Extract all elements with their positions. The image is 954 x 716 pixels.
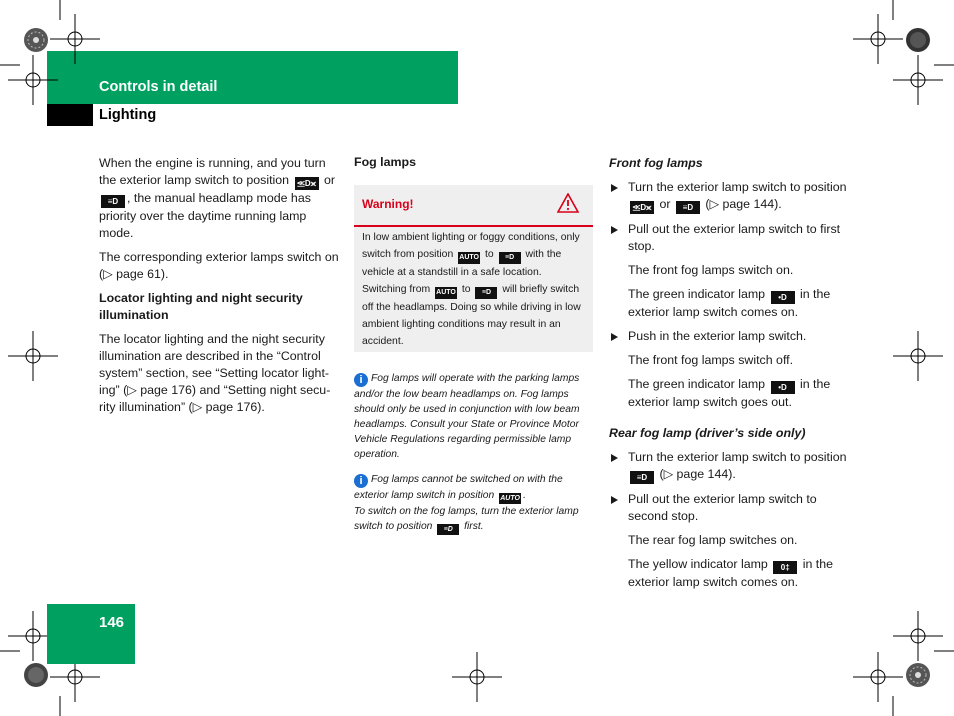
- warning-text: In low ambient lighting or foggy conditions, only switch from position AUTO to ≡D with the vehicle at a standstill in a safe location. Switching from AUTO to ≡D will briefly switch off the headlamps. Doing so while driving in low ambient lighting conditions may result in an accident.: [362, 232, 581, 347]
- subsection-title: Lighting: [99, 107, 157, 123]
- low-beam-icon: ≡D: [499, 252, 521, 264]
- paragraph: The locator lighting and the night security illumination are described in the “Control system” section, see “Setting locator light-ing” (▷ page 176) and “Setting night secu-rity illumination” (▷ page 176).: [99, 332, 331, 414]
- warning-triangle-icon: [557, 193, 579, 213]
- page-number-box: [47, 604, 135, 664]
- result-text: The green indicator lamp •D in the exterior lamp switch goes out.: [628, 377, 831, 409]
- result-text: The yellow indicator lamp 0‡ in the exterior lamp switch comes on.: [628, 557, 834, 589]
- info-note: i Fog lamps cannot be switched on with the exterior lamp switch in position AUTO . To switch on the fog lamps, turn the exterior lamp switch to position ≡D first.: [354, 474, 579, 533]
- warning-label: Warning!: [362, 197, 414, 211]
- parking-lamp-icon: ⪣D⪤: [295, 177, 319, 190]
- section-heading: Locator lighting and night security illumination: [99, 291, 303, 322]
- instruction-step: Turn the exterior lamp switch to position ⪣D⪤ or ≡D (▷ page 144).: [609, 179, 849, 214]
- crosshair-mark: [893, 611, 943, 661]
- result-text: The front fog lamps switch on.: [628, 263, 794, 277]
- crosshair-mark: [452, 652, 502, 702]
- crosshair-mark: [853, 14, 903, 64]
- result-text: The rear fog lamp switches on.: [628, 533, 798, 547]
- instruction-step: Turn the exterior lamp switch to position ≡D (▷ page 144).: [609, 449, 849, 484]
- rear-fog-lamp-icon: 0‡: [773, 561, 797, 574]
- crosshair-mark: [893, 55, 943, 105]
- crosshair-mark: [50, 14, 100, 64]
- low-beam-icon: ≡D: [630, 471, 654, 484]
- fog-lamps-heading: Fog lamps: [354, 155, 416, 169]
- info-icon: i: [354, 474, 368, 488]
- front-fog-heading: Front fog lamps: [609, 156, 703, 170]
- info-note: i Fog lamps will operate with the parking lamps and/or the low beam headlamps on. Fog lamps should only be used in conjunction with low beam headlamps. Consult your State or Province Motor Vehicle Regulations regarding permissible lamp operation.: [354, 373, 580, 460]
- front-fog-lamp-icon: •D: [771, 291, 795, 304]
- instruction-step: Pull out the exterior lamp switch to second stop.: [609, 491, 849, 525]
- result-text: The green indicator lamp •D in the exterior lamp switch comes on.: [628, 287, 831, 319]
- color-target-mark: [906, 663, 930, 687]
- instruction-step: Pull out the exterior lamp switch to first stop.: [609, 221, 849, 255]
- page-number: 146: [99, 614, 125, 631]
- low-beam-icon: ≡D: [437, 524, 459, 535]
- instruction-step: Push in the exterior lamp switch.: [609, 328, 849, 345]
- info-icon: i: [354, 373, 368, 387]
- auto-icon: AUTO: [458, 252, 480, 264]
- fog-instructions-column: [609, 155, 849, 598]
- low-beam-icon: ≡D: [101, 195, 125, 208]
- crosshair-mark: [8, 331, 58, 381]
- result-text: The front fog lamps switch off.: [628, 353, 794, 367]
- low-beam-icon: ≡D: [475, 287, 497, 299]
- front-fog-lamp-icon: •D: [771, 381, 795, 394]
- crosshair-mark: [893, 331, 943, 381]
- rear-fog-heading: Rear fog lamp (driver’s side only): [609, 426, 806, 440]
- crosshair-mark: [8, 55, 58, 105]
- low-beam-icon: ≡D: [676, 201, 700, 214]
- auto-icon: AUTO: [500, 495, 520, 502]
- section-title: Controls in detail: [99, 79, 218, 95]
- intro-column: [99, 155, 341, 423]
- crosshair-mark: [853, 652, 903, 702]
- auto-icon: AUTO: [435, 287, 457, 299]
- paragraph: The corresponding exterior lamps switch on (▷ page 61).: [99, 250, 339, 281]
- parking-lamp-icon: ⪣D⪤: [630, 201, 654, 214]
- color-target-mark: [906, 28, 930, 52]
- color-target-mark: [24, 663, 48, 687]
- paragraph: When the engine is running, and you turn the exterior lamp switch to position ⪣D⪤ or ≡D , the manual headlamp mode has priority over the daytime running lamp mode.: [99, 156, 335, 240]
- color-target-mark: [24, 28, 48, 52]
